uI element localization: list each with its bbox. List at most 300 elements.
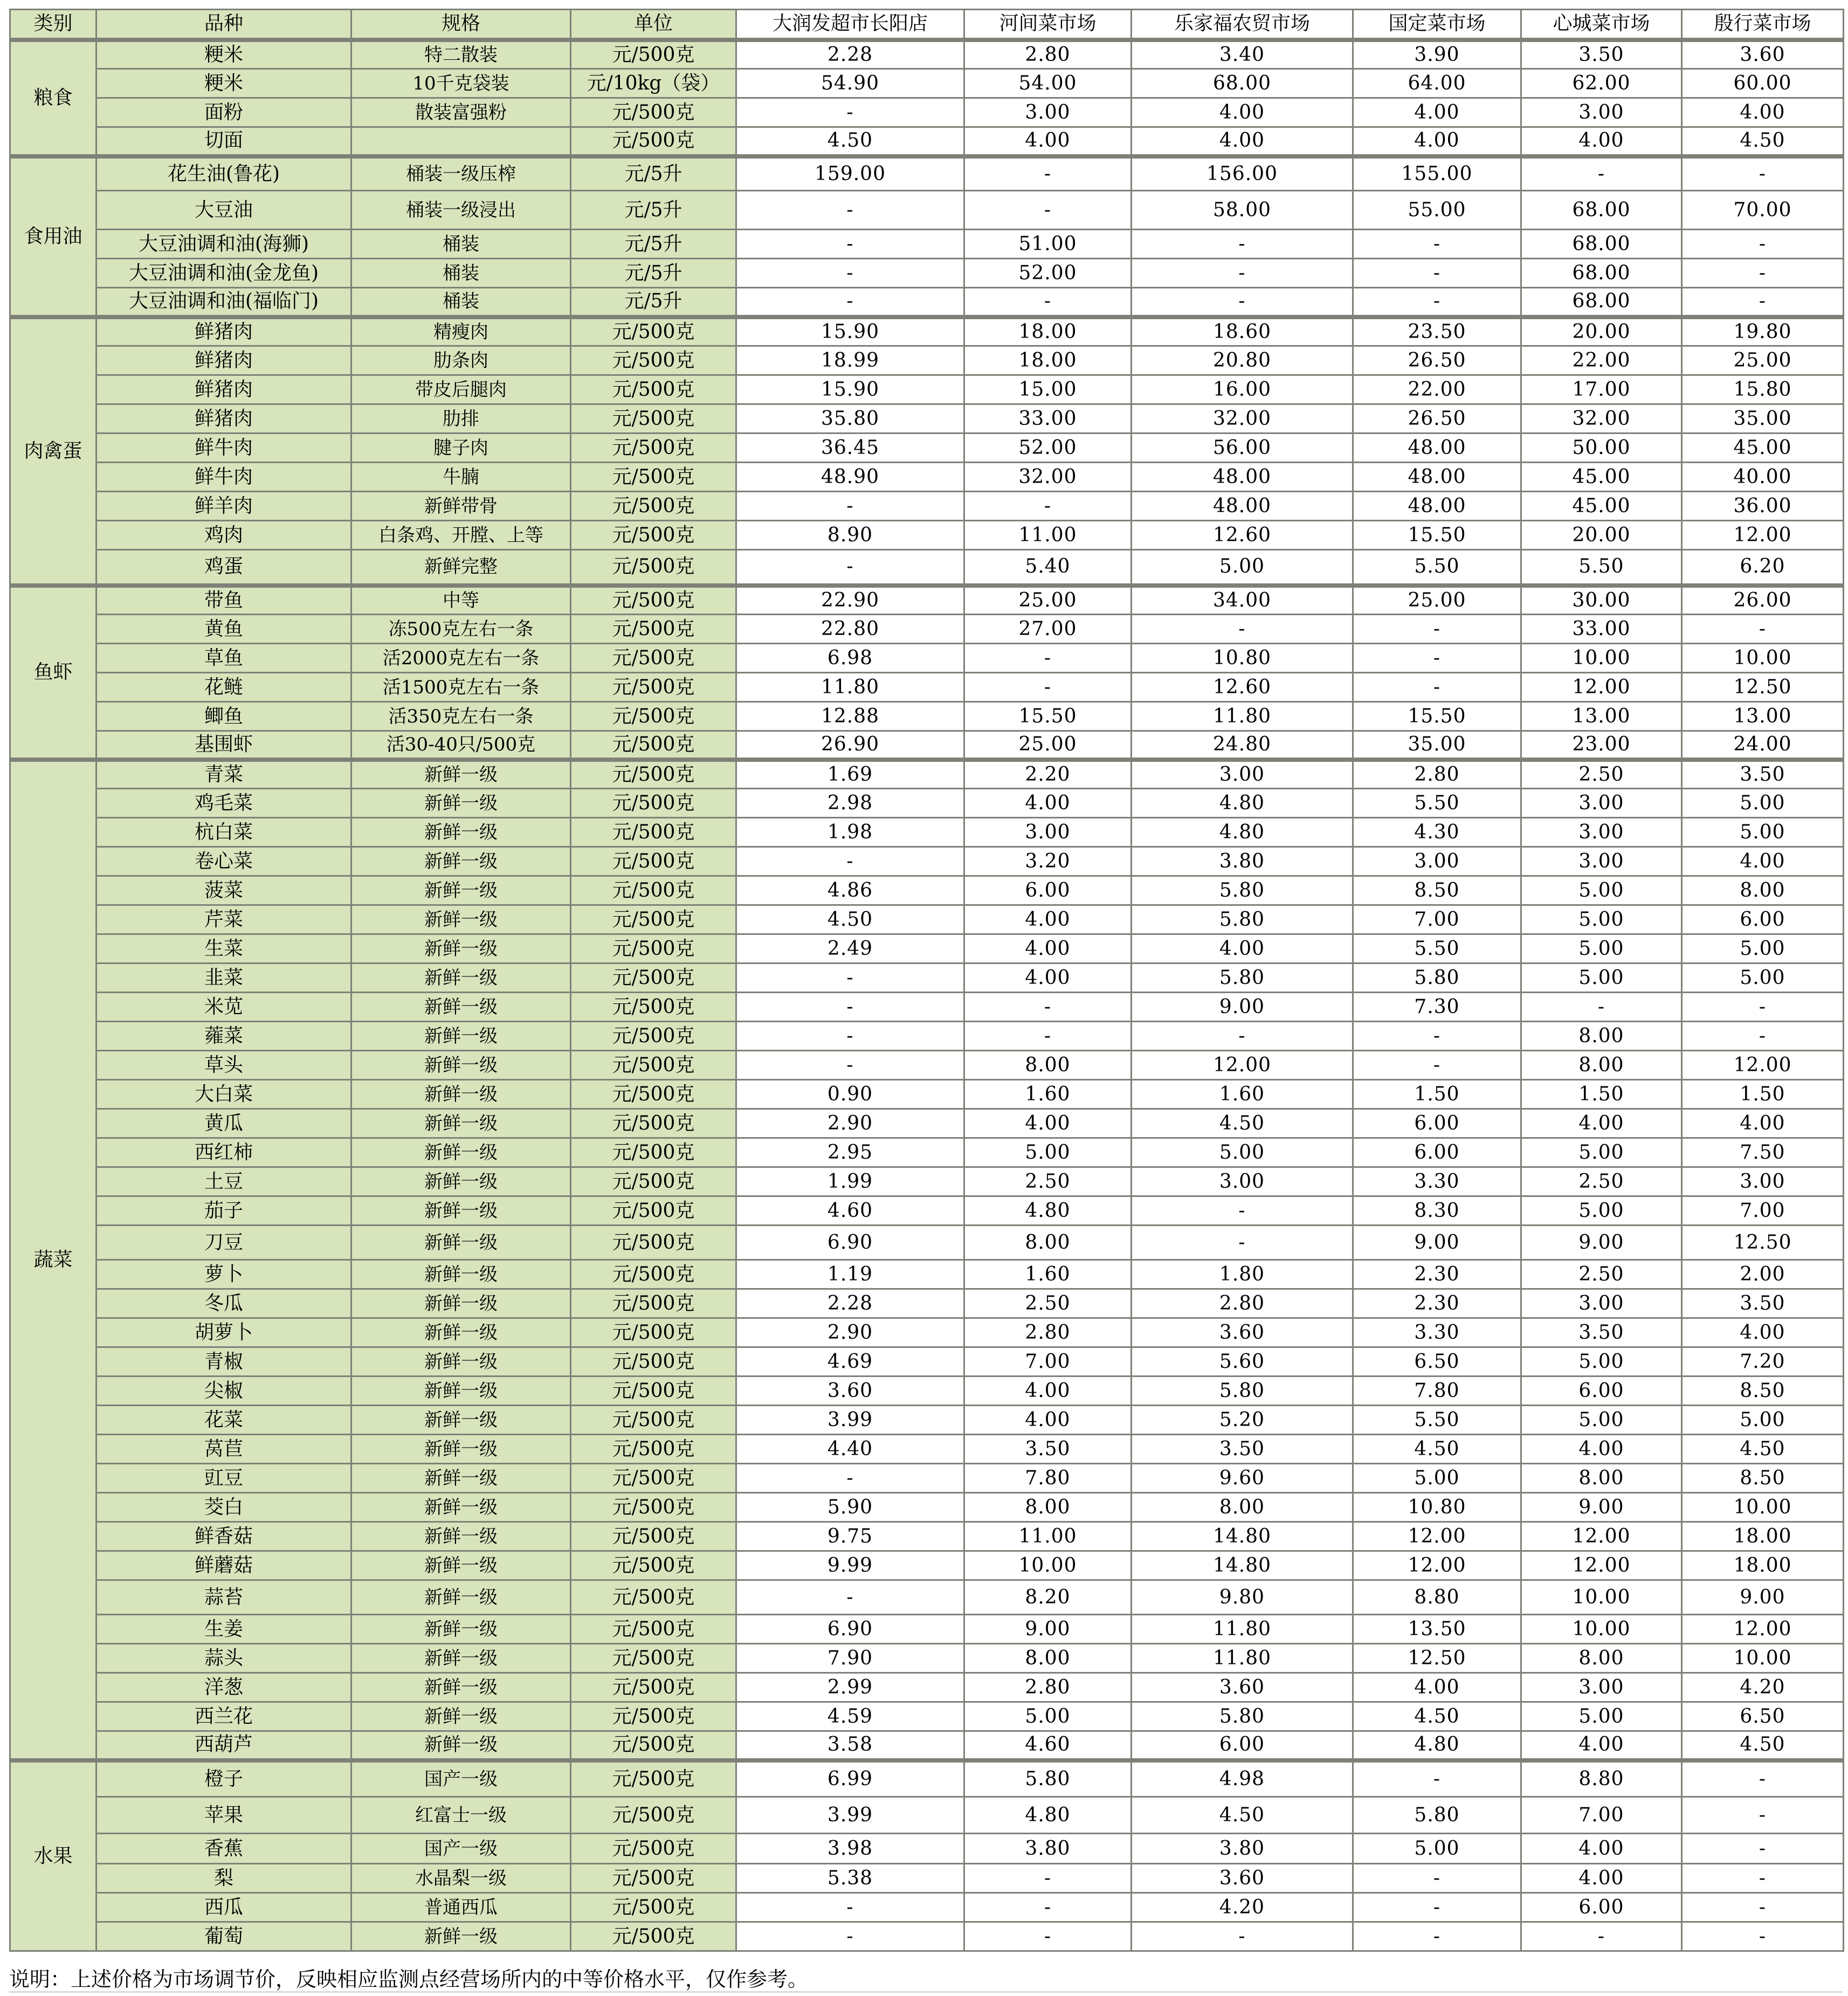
price-table (9, 9, 1844, 1952)
item-name-cell: 花鲢 (96, 673, 351, 702)
price-cell: 9.99 (736, 1551, 964, 1580)
price-cell: 4.00 (1353, 98, 1521, 127)
unit-cell: 元/500克 (571, 1522, 736, 1551)
price-cell: 5.50 (1353, 934, 1521, 963)
price-cell: - (736, 492, 964, 521)
table-row (10, 40, 1844, 69)
price-cell: - (964, 1022, 1132, 1051)
spec-cell: 新鲜一级 (351, 963, 571, 993)
price-cell: 5.00 (1521, 1406, 1682, 1435)
price-cell: - (736, 963, 964, 993)
unit-cell: 元/500克 (571, 1615, 736, 1644)
price-cell: 2.98 (736, 789, 964, 818)
price-cell: 68.00 (1521, 259, 1682, 288)
table-row (10, 1260, 1844, 1289)
price-cell: - (964, 1864, 1132, 1893)
price-cell: 5.40 (964, 550, 1132, 586)
price-cell: 4.20 (1132, 1893, 1353, 1922)
item-name-cell: 卷心菜 (96, 847, 351, 876)
price-cell: 3.50 (1682, 1289, 1844, 1318)
price-cell: 24.80 (1132, 731, 1353, 760)
price-cell: - (736, 1022, 964, 1051)
header-row (10, 10, 1844, 40)
unit-cell: 元/500克 (571, 673, 736, 702)
spec-cell: 牛腩 (351, 463, 571, 492)
item-name-cell: 尖椒 (96, 1376, 351, 1406)
price-cell: 3.99 (736, 1797, 964, 1834)
price-cell: 8.00 (964, 1226, 1132, 1260)
price-cell: 62.00 (1521, 69, 1682, 98)
unit-cell: 元/500克 (571, 1922, 736, 1951)
price-cell: 22.80 (736, 615, 964, 644)
unit-cell: 元/500克 (571, 818, 736, 847)
unit-cell: 元/500克 (571, 1080, 736, 1109)
unit-cell: 元/500克 (571, 375, 736, 404)
price-cell: 12.00 (1521, 673, 1682, 702)
price-cell: 10.00 (1521, 644, 1682, 673)
price-cell: 4.00 (964, 963, 1132, 993)
unit-cell: 元/500克 (571, 492, 736, 521)
price-cell: - (1353, 1051, 1521, 1080)
price-cell: 52.00 (964, 433, 1132, 463)
price-cell: 11.80 (1132, 1615, 1353, 1644)
price-cell: 4.00 (1132, 127, 1353, 156)
price-cell: 159.00 (736, 156, 964, 191)
spec-cell: 桶装一级浸出 (351, 191, 571, 230)
price-cell: 10.80 (1132, 644, 1353, 673)
price-cell: 3.60 (736, 1376, 964, 1406)
price-cell: 8.00 (1132, 1493, 1353, 1522)
table-row (10, 288, 1844, 317)
item-name-cell: 蒜苔 (96, 1580, 351, 1615)
category-cell: 鱼虾 (10, 586, 96, 760)
table-row (10, 789, 1844, 818)
price-cell: 9.00 (1353, 1226, 1521, 1260)
price-cell: 12.50 (1682, 1226, 1844, 1260)
price-cell: 5.00 (1521, 905, 1682, 934)
spec-cell: 活2000克左右一条 (351, 644, 571, 673)
spec-cell: 新鲜一级 (351, 1289, 571, 1318)
price-cell: - (1682, 259, 1844, 288)
spec-cell: 新鲜一级 (351, 1551, 571, 1580)
price-cell: 5.00 (1521, 1196, 1682, 1226)
price-cell: 60.00 (1682, 69, 1844, 98)
price-cell: 2.99 (736, 1673, 964, 1702)
price-cell: - (736, 1580, 964, 1615)
price-cell: 11.00 (964, 521, 1132, 550)
price-cell: 16.00 (1132, 375, 1353, 404)
price-cell: 3.00 (1132, 760, 1353, 789)
price-cell: 5.90 (736, 1493, 964, 1522)
price-cell: 5.00 (1682, 789, 1844, 818)
table-row (10, 521, 1844, 550)
price-cell: 4.00 (964, 789, 1132, 818)
item-name-cell: 切面 (96, 127, 351, 156)
table-row (10, 433, 1844, 463)
price-cell: 18.00 (964, 317, 1132, 346)
price-cell: 4.80 (964, 1196, 1132, 1226)
price-cell: 2.30 (1353, 1289, 1521, 1318)
price-cell: 5.80 (1353, 963, 1521, 993)
table-row (10, 404, 1844, 433)
footnote: 说明：上述价格为市场调节价，反映相应监测点经营场所内的中等价格水平，仅作参考。 (9, 1967, 809, 1991)
price-cell: 5.80 (1132, 1376, 1353, 1406)
price-cell: 45.00 (1682, 433, 1844, 463)
unit-cell: 元/500克 (571, 1673, 736, 1702)
table-row (10, 1226, 1844, 1260)
price-cell: 14.80 (1132, 1522, 1353, 1551)
price-cell: 3.00 (1521, 98, 1682, 127)
item-name-cell: 鸡蛋 (96, 550, 351, 586)
price-cell: - (736, 230, 964, 259)
price-cell: - (1682, 230, 1844, 259)
table-row (10, 230, 1844, 259)
price-cell: 32.00 (964, 463, 1132, 492)
price-cell: 4.50 (1132, 1109, 1353, 1138)
price-cell: 8.00 (1521, 1051, 1682, 1080)
price-cell: 4.50 (1353, 1702, 1521, 1731)
price-cell: 12.00 (1521, 1522, 1682, 1551)
price-cell: 2.90 (736, 1318, 964, 1347)
price-cell: 4.00 (1682, 1318, 1844, 1347)
price-cell: 10.00 (1521, 1580, 1682, 1615)
item-name-cell: 西红柿 (96, 1138, 351, 1167)
item-name-cell: 鸡肉 (96, 521, 351, 550)
price-cell: 40.00 (1682, 463, 1844, 492)
price-cell: 4.00 (964, 905, 1132, 934)
price-cell: - (1682, 288, 1844, 317)
price-cell: 5.80 (1132, 876, 1353, 905)
price-cell: - (736, 1922, 964, 1951)
category-cell: 水果 (10, 1760, 96, 1951)
price-cell: 8.80 (1521, 1760, 1682, 1797)
price-cell: - (964, 673, 1132, 702)
unit-cell: 元/10kg（袋） (571, 69, 736, 98)
price-cell: 3.00 (964, 818, 1132, 847)
price-cell: 15.90 (736, 375, 964, 404)
price-cell: 8.00 (964, 1051, 1132, 1080)
unit-cell: 元/500克 (571, 1260, 736, 1289)
price-cell: 18.00 (1682, 1551, 1844, 1580)
price-cell: 3.58 (736, 1731, 964, 1760)
price-cell: 4.00 (1682, 1109, 1844, 1138)
price-cell: - (1132, 259, 1353, 288)
price-cell: 25.00 (1353, 586, 1521, 615)
price-cell: 1.50 (1521, 1080, 1682, 1109)
price-cell: - (736, 993, 964, 1022)
price-cell: 6.00 (1521, 1893, 1682, 1922)
item-name-cell: 梨 (96, 1864, 351, 1893)
price-cell: - (736, 550, 964, 586)
item-name-cell: 鸡毛菜 (96, 789, 351, 818)
price-cell: 4.00 (964, 1376, 1132, 1406)
unit-cell: 元/500克 (571, 1196, 736, 1226)
unit-cell: 元/500克 (571, 1580, 736, 1615)
spec-cell: 水晶梨一级 (351, 1864, 571, 1893)
item-name-cell: 青菜 (96, 760, 351, 789)
spec-cell: 新鲜一级 (351, 1318, 571, 1347)
spec-cell: 新鲜一级 (351, 1376, 571, 1406)
price-cell: 1.50 (1353, 1080, 1521, 1109)
price-cell: 4.00 (1353, 1673, 1521, 1702)
price-cell: 25.00 (964, 586, 1132, 615)
table-row (10, 1797, 1844, 1834)
item-name-cell: 草头 (96, 1051, 351, 1080)
price-cell: 34.00 (1132, 586, 1353, 615)
price-cell: 5.80 (1132, 905, 1353, 934)
price-cell: 4.00 (964, 934, 1132, 963)
spec-cell: 新鲜一级 (351, 1226, 571, 1260)
price-cell: 3.00 (1521, 818, 1682, 847)
spec-cell: 带皮后腿肉 (351, 375, 571, 404)
item-name-cell: 大豆油调和油(海狮) (96, 230, 351, 259)
price-cell: 5.00 (1682, 1406, 1844, 1435)
item-name-cell: 生姜 (96, 1615, 351, 1644)
table-row (10, 191, 1844, 230)
price-cell: 5.80 (964, 1760, 1132, 1797)
item-name-cell: 大豆油 (96, 191, 351, 230)
table-row (10, 550, 1844, 586)
price-cell: 11.00 (964, 1522, 1132, 1551)
price-cell: 12.60 (1132, 521, 1353, 550)
category-cell: 蔬菜 (10, 760, 96, 1760)
price-cell: 26.50 (1353, 404, 1521, 433)
column-header-market: 心城菜市场 (1521, 10, 1682, 40)
price-cell: 2.50 (964, 1167, 1132, 1196)
price-cell: - (1682, 1893, 1844, 1922)
price-cell: 9.00 (1521, 1226, 1682, 1260)
price-cell: 8.00 (1521, 1644, 1682, 1673)
price-cell: 4.80 (1132, 789, 1353, 818)
spec-cell: 新鲜一级 (351, 905, 571, 934)
column-header-market: 殷行菜市场 (1682, 10, 1844, 40)
spec-cell: 新鲜一级 (351, 1347, 571, 1376)
price-cell: - (736, 288, 964, 317)
price-cell: 4.00 (964, 127, 1132, 156)
unit-cell: 元/500克 (571, 1551, 736, 1580)
price-cell: 2.80 (964, 40, 1132, 69)
price-cell: 12.00 (1682, 1051, 1844, 1080)
spec-cell: 白条鸡、开膛、上等 (351, 521, 571, 550)
price-cell: 4.00 (1353, 127, 1521, 156)
price-cell: 1.60 (964, 1260, 1132, 1289)
table-body (10, 40, 1844, 1951)
table-row (10, 1864, 1844, 1893)
table-row (10, 1347, 1844, 1376)
price-cell: 5.50 (1353, 789, 1521, 818)
table-row (10, 1522, 1844, 1551)
spec-cell: 新鲜一级 (351, 1731, 571, 1760)
price-cell: 2.30 (1353, 1260, 1521, 1289)
category-cell: 食用油 (10, 156, 96, 317)
price-cell: 4.00 (1132, 934, 1353, 963)
table-row (10, 731, 1844, 760)
unit-cell: 元/5升 (571, 259, 736, 288)
table-row (10, 1551, 1844, 1580)
spec-cell: 新鲜一级 (351, 1138, 571, 1167)
price-cell: 2.50 (1521, 760, 1682, 789)
price-cell: 7.50 (1682, 1138, 1844, 1167)
column-header-label: 类别 (10, 10, 96, 40)
table-row (10, 1922, 1844, 1951)
table-row (10, 673, 1844, 702)
price-cell: - (1682, 615, 1844, 644)
spec-cell: 新鲜一级 (351, 818, 571, 847)
price-cell: - (736, 1893, 964, 1922)
price-cell: 4.30 (1353, 818, 1521, 847)
price-cell: 2.80 (1132, 1289, 1353, 1318)
price-cell: 5.00 (1521, 1138, 1682, 1167)
item-name-cell: 花生油(鲁花) (96, 156, 351, 191)
table-row (10, 615, 1844, 644)
price-cell: 4.00 (1682, 847, 1844, 876)
price-cell: 6.00 (1353, 1138, 1521, 1167)
column-header-label: 品种 (96, 10, 351, 40)
unit-cell: 元/500克 (571, 1731, 736, 1760)
unit-cell: 元/500克 (571, 1138, 736, 1167)
spec-cell: 肋排 (351, 404, 571, 433)
table-row (10, 1051, 1844, 1080)
item-name-cell: 苹果 (96, 1797, 351, 1834)
spec-cell: 新鲜一级 (351, 1673, 571, 1702)
item-name-cell: 鲜香菇 (96, 1522, 351, 1551)
unit-cell: 元/500克 (571, 1760, 736, 1797)
price-cell: 20.80 (1132, 346, 1353, 375)
price-cell: 12.50 (1682, 673, 1844, 702)
price-cell: - (964, 1893, 1132, 1922)
item-name-cell: 青椒 (96, 1347, 351, 1376)
price-cell: 7.20 (1682, 1347, 1844, 1376)
price-cell: 4.00 (1521, 1435, 1682, 1464)
price-cell: 70.00 (1682, 191, 1844, 230)
price-cell: 32.00 (1521, 404, 1682, 433)
price-cell: 56.00 (1132, 433, 1353, 463)
spec-cell: 冻500克左右一条 (351, 615, 571, 644)
spec-cell: 桶装 (351, 230, 571, 259)
price-cell: 48.00 (1353, 463, 1521, 492)
category-cell: 肉禽蛋 (10, 317, 96, 586)
price-cell: - (1353, 230, 1521, 259)
price-cell: 5.00 (1521, 934, 1682, 963)
price-cell: 6.90 (736, 1226, 964, 1260)
spec-cell: 桶装 (351, 259, 571, 288)
price-cell: 23.50 (1353, 317, 1521, 346)
column-header-label: 规格 (351, 10, 571, 40)
price-cell: - (1353, 259, 1521, 288)
spec-cell: 新鲜一级 (351, 1167, 571, 1196)
price-cell: 3.00 (1521, 1289, 1682, 1318)
spec-cell: 新鲜一级 (351, 760, 571, 789)
price-cell: 5.00 (1132, 1138, 1353, 1167)
price-cell: 6.00 (1521, 1376, 1682, 1406)
item-name-cell: 蕹菜 (96, 1022, 351, 1051)
unit-cell: 元/5升 (571, 156, 736, 191)
price-cell: - (1132, 1022, 1353, 1051)
spec-cell: 新鲜一级 (351, 934, 571, 963)
price-cell: - (736, 847, 964, 876)
price-cell: 25.00 (1682, 346, 1844, 375)
price-cell: 6.99 (736, 1760, 964, 1797)
price-cell: 5.00 (1521, 1702, 1682, 1731)
price-cell: 68.00 (1521, 288, 1682, 317)
price-cell: 32.00 (1132, 404, 1353, 433)
price-cell: 13.00 (1521, 702, 1682, 731)
price-cell: 4.59 (736, 1702, 964, 1731)
price-cell: 3.00 (1521, 1673, 1682, 1702)
item-name-cell: 萝卜 (96, 1260, 351, 1289)
spec-cell: 肋条肉 (351, 346, 571, 375)
price-cell: 8.50 (1353, 876, 1521, 905)
price-cell: - (964, 191, 1132, 230)
spec-cell: 中等 (351, 586, 571, 615)
price-cell: - (1353, 1760, 1521, 1797)
spec-cell: 活30-40只/500克 (351, 731, 571, 760)
table-row (10, 1493, 1844, 1522)
price-cell: 7.00 (1353, 905, 1521, 934)
price-cell: - (1132, 1226, 1353, 1260)
unit-cell: 元/500克 (571, 1797, 736, 1834)
price-cell: 4.50 (736, 127, 964, 156)
price-cell: 4.50 (1682, 1435, 1844, 1464)
table-row (10, 1760, 1844, 1797)
unit-cell: 元/500克 (571, 586, 736, 615)
price-cell: 12.00 (1682, 1615, 1844, 1644)
item-name-cell: 蒜头 (96, 1644, 351, 1673)
table-row (10, 156, 1844, 191)
price-cell: 33.00 (964, 404, 1132, 433)
price-cell: 3.00 (1132, 1167, 1353, 1196)
price-cell: 4.40 (736, 1435, 964, 1464)
table-row (10, 644, 1844, 673)
price-cell: 8.00 (964, 1493, 1132, 1522)
spec-cell: 活1500克左右一条 (351, 673, 571, 702)
table-row (10, 1167, 1844, 1196)
price-cell: 24.00 (1682, 731, 1844, 760)
spec-cell: 散装富强粉 (351, 98, 571, 127)
item-name-cell: 豇豆 (96, 1464, 351, 1493)
item-name-cell: 粳米 (96, 40, 351, 69)
table-row (10, 69, 1844, 98)
table-row (10, 1702, 1844, 1731)
item-name-cell: 芹菜 (96, 905, 351, 934)
table-row (10, 1022, 1844, 1051)
price-cell: 12.88 (736, 702, 964, 731)
divider (9, 1991, 1843, 1993)
spec-cell: 新鲜完整 (351, 550, 571, 586)
price-cell: - (1521, 993, 1682, 1022)
price-cell: 35.00 (1682, 404, 1844, 433)
table-row (10, 1834, 1844, 1864)
price-cell: 22.00 (1521, 346, 1682, 375)
price-cell: 3.50 (1132, 1435, 1353, 1464)
price-cell: - (1682, 1922, 1844, 1951)
table-row (10, 1318, 1844, 1347)
price-cell: 9.00 (964, 1615, 1132, 1644)
table-row (10, 847, 1844, 876)
unit-cell: 元/500克 (571, 1864, 736, 1893)
price-cell: 68.00 (1132, 69, 1353, 98)
price-cell: 4.98 (1132, 1760, 1353, 1797)
spec-cell: 新鲜一级 (351, 847, 571, 876)
price-cell: 10.00 (964, 1551, 1132, 1580)
price-cell: - (1682, 1022, 1844, 1051)
price-cell: 3.80 (964, 1834, 1132, 1864)
price-cell: 8.00 (1521, 1464, 1682, 1493)
price-cell: - (1682, 1760, 1844, 1797)
price-cell: 8.30 (1353, 1196, 1521, 1226)
price-cell: 3.60 (1132, 1864, 1353, 1893)
price-cell: 8.20 (964, 1580, 1132, 1615)
